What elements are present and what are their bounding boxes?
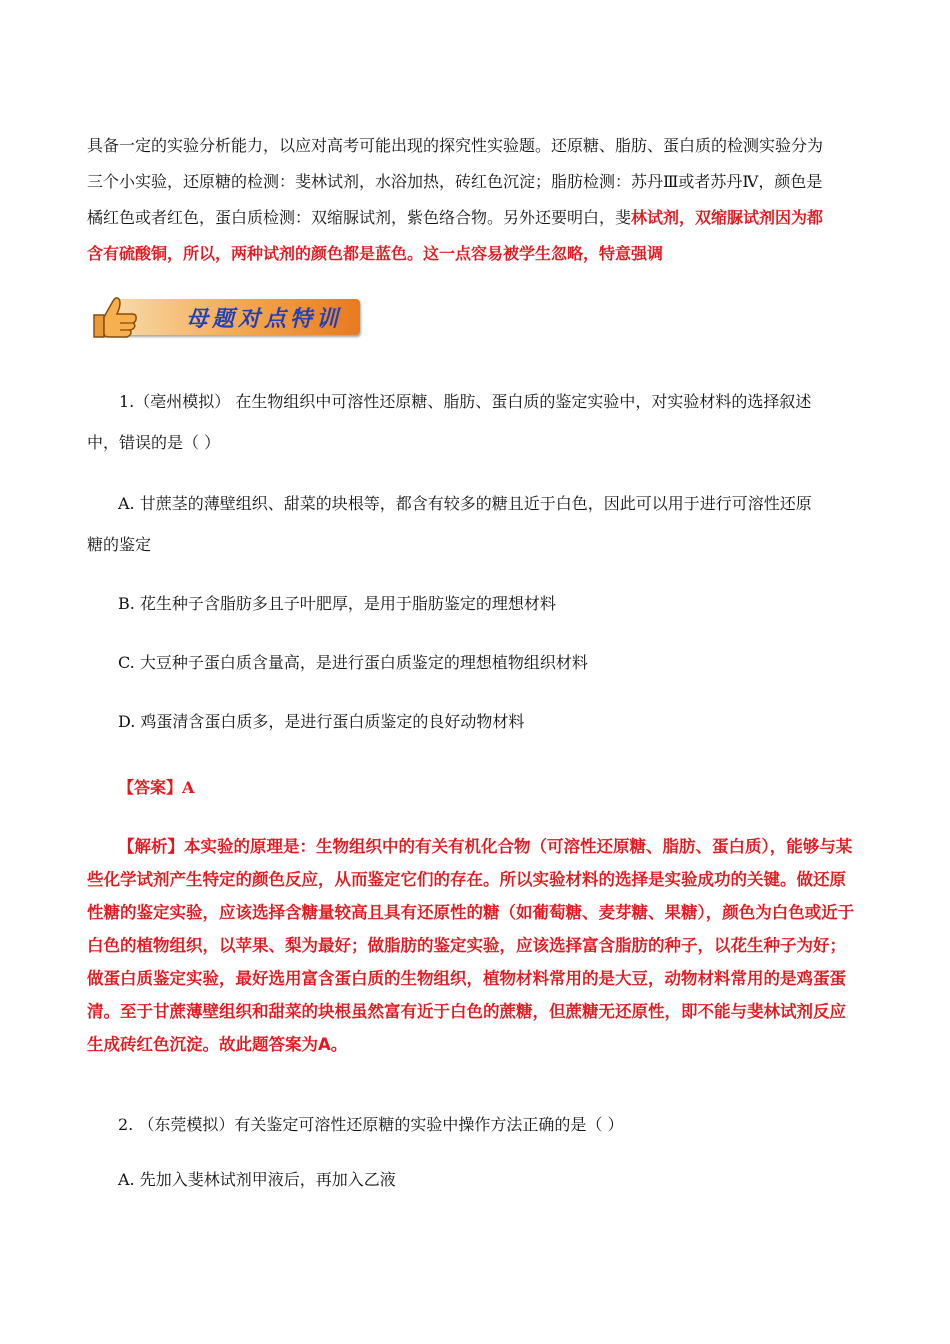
option-text: 糖的鉴定: [87, 535, 152, 554]
analysis-line: 做蛋白质鉴定实验，最好选用富含蛋白质的生物组织，植物材料常用的是大豆，动物材料常用的是鸡蛋蛋: [87, 969, 846, 988]
analysis-line: 些化学试剂产生特定的颜色反应，从而鉴定它们的存在。所以实验材料的选择是实验成功的关键。做还原: [87, 870, 846, 889]
question-2-stem: [118, 1107, 898, 1143]
analysis-line: 性糖的鉴定实验，应该选择含糖量较高且具有还原性的糖（如葡萄糖、麦芽糖、果糖），颜色为白色或近于: [87, 903, 855, 922]
intro-highlight: 林试剂，双缩脲试剂因为都: [631, 208, 824, 227]
analysis-line: 【解析】本实验的原理是：生物组织中的有关有机化合物（可溶性还原糖、脂肪、蛋白质），能够与某: [118, 837, 853, 856]
section-banner: [86, 293, 362, 341]
option-d: [118, 704, 898, 740]
intro-line: 具备一定的实验分析能力，以应对高考可能出现的探究性实验题。还原糖、脂肪、蛋白质的检测实验分为: [87, 136, 824, 155]
option-c: [118, 645, 898, 681]
question-1-stem: [87, 384, 867, 420]
analysis-line: 清。至于甘蔗薄壁组织和甜菜的块根虽然富有近于白色的蔗糖，但蔗糖无还原性，即不能与斐林试剂反应: [87, 1002, 846, 1021]
analysis-line: 生成砖红色沉淀。故此题答案为A。: [87, 1035, 348, 1054]
answer-label: 【答案】A: [118, 778, 195, 797]
intro-line: [87, 200, 867, 236]
intro-paragraph: [87, 128, 867, 272]
intro-line: 三个小实验，还原糖的检测：斐林试剂，水浴加热，砖红色沉淀；脂肪检测：苏丹Ⅲ或者苏丹Ⅳ，颜色是: [87, 172, 823, 191]
option-text: C. 大豆种子蛋白质含量高，是进行蛋白质鉴定的理想植物组织材料: [118, 653, 588, 672]
question-text: 1.（亳州模拟） 在生物组织中可溶性还原糖、脂肪、蛋白质的鉴定实验中，对实验材料的选择叙述: [119, 392, 812, 411]
question-1-stem-cont: [87, 425, 867, 461]
banner-title: 母题对点特训: [186, 306, 343, 332]
intro-text: 橘红色或者红色，蛋白质检测：双缩脲试剂，紫色络合物。另外还要明白，斐: [87, 208, 632, 227]
question-text: 中，错误的是（ ）: [87, 433, 221, 452]
option-b: [118, 586, 898, 622]
thumbs-up-icon: [86, 293, 140, 341]
question-text: 2. （东莞模拟）有关鉴定可溶性还原糖的实验中操作方法正确的是（ ）: [118, 1115, 624, 1134]
analysis: [87, 830, 867, 1061]
question-2-option-a: [118, 1162, 898, 1198]
option-text: B. 花生种子含脂肪多且子叶肥厚，是用于脂肪鉴定的理想材料: [118, 594, 556, 613]
option-a-cont: [87, 527, 867, 563]
answer: [118, 770, 898, 806]
option-a: [118, 486, 868, 522]
option-text: A. 先加入斐林试剂甲液后，再加入乙液: [118, 1170, 396, 1189]
analysis-line: 白色的植物组织，以苹果、梨为最好；做脂肪的鉴定实验，应该选择富含脂肪的种子，以花生种子为好；: [87, 936, 846, 955]
intro-highlight-line: 含有硫酸铜，所以，两种试剂的颜色都是蓝色。这一点容易被学生忽略，特意强调: [87, 244, 664, 263]
option-text: D. 鸡蛋清含蛋白质多，是进行蛋白质鉴定的良好动物材料: [118, 712, 525, 731]
option-text: A. 甘蔗茎的薄壁组织、甜菜的块根等，都含有较多的糖且近于白色，因此可以用于进行可溶性还原: [118, 494, 812, 513]
